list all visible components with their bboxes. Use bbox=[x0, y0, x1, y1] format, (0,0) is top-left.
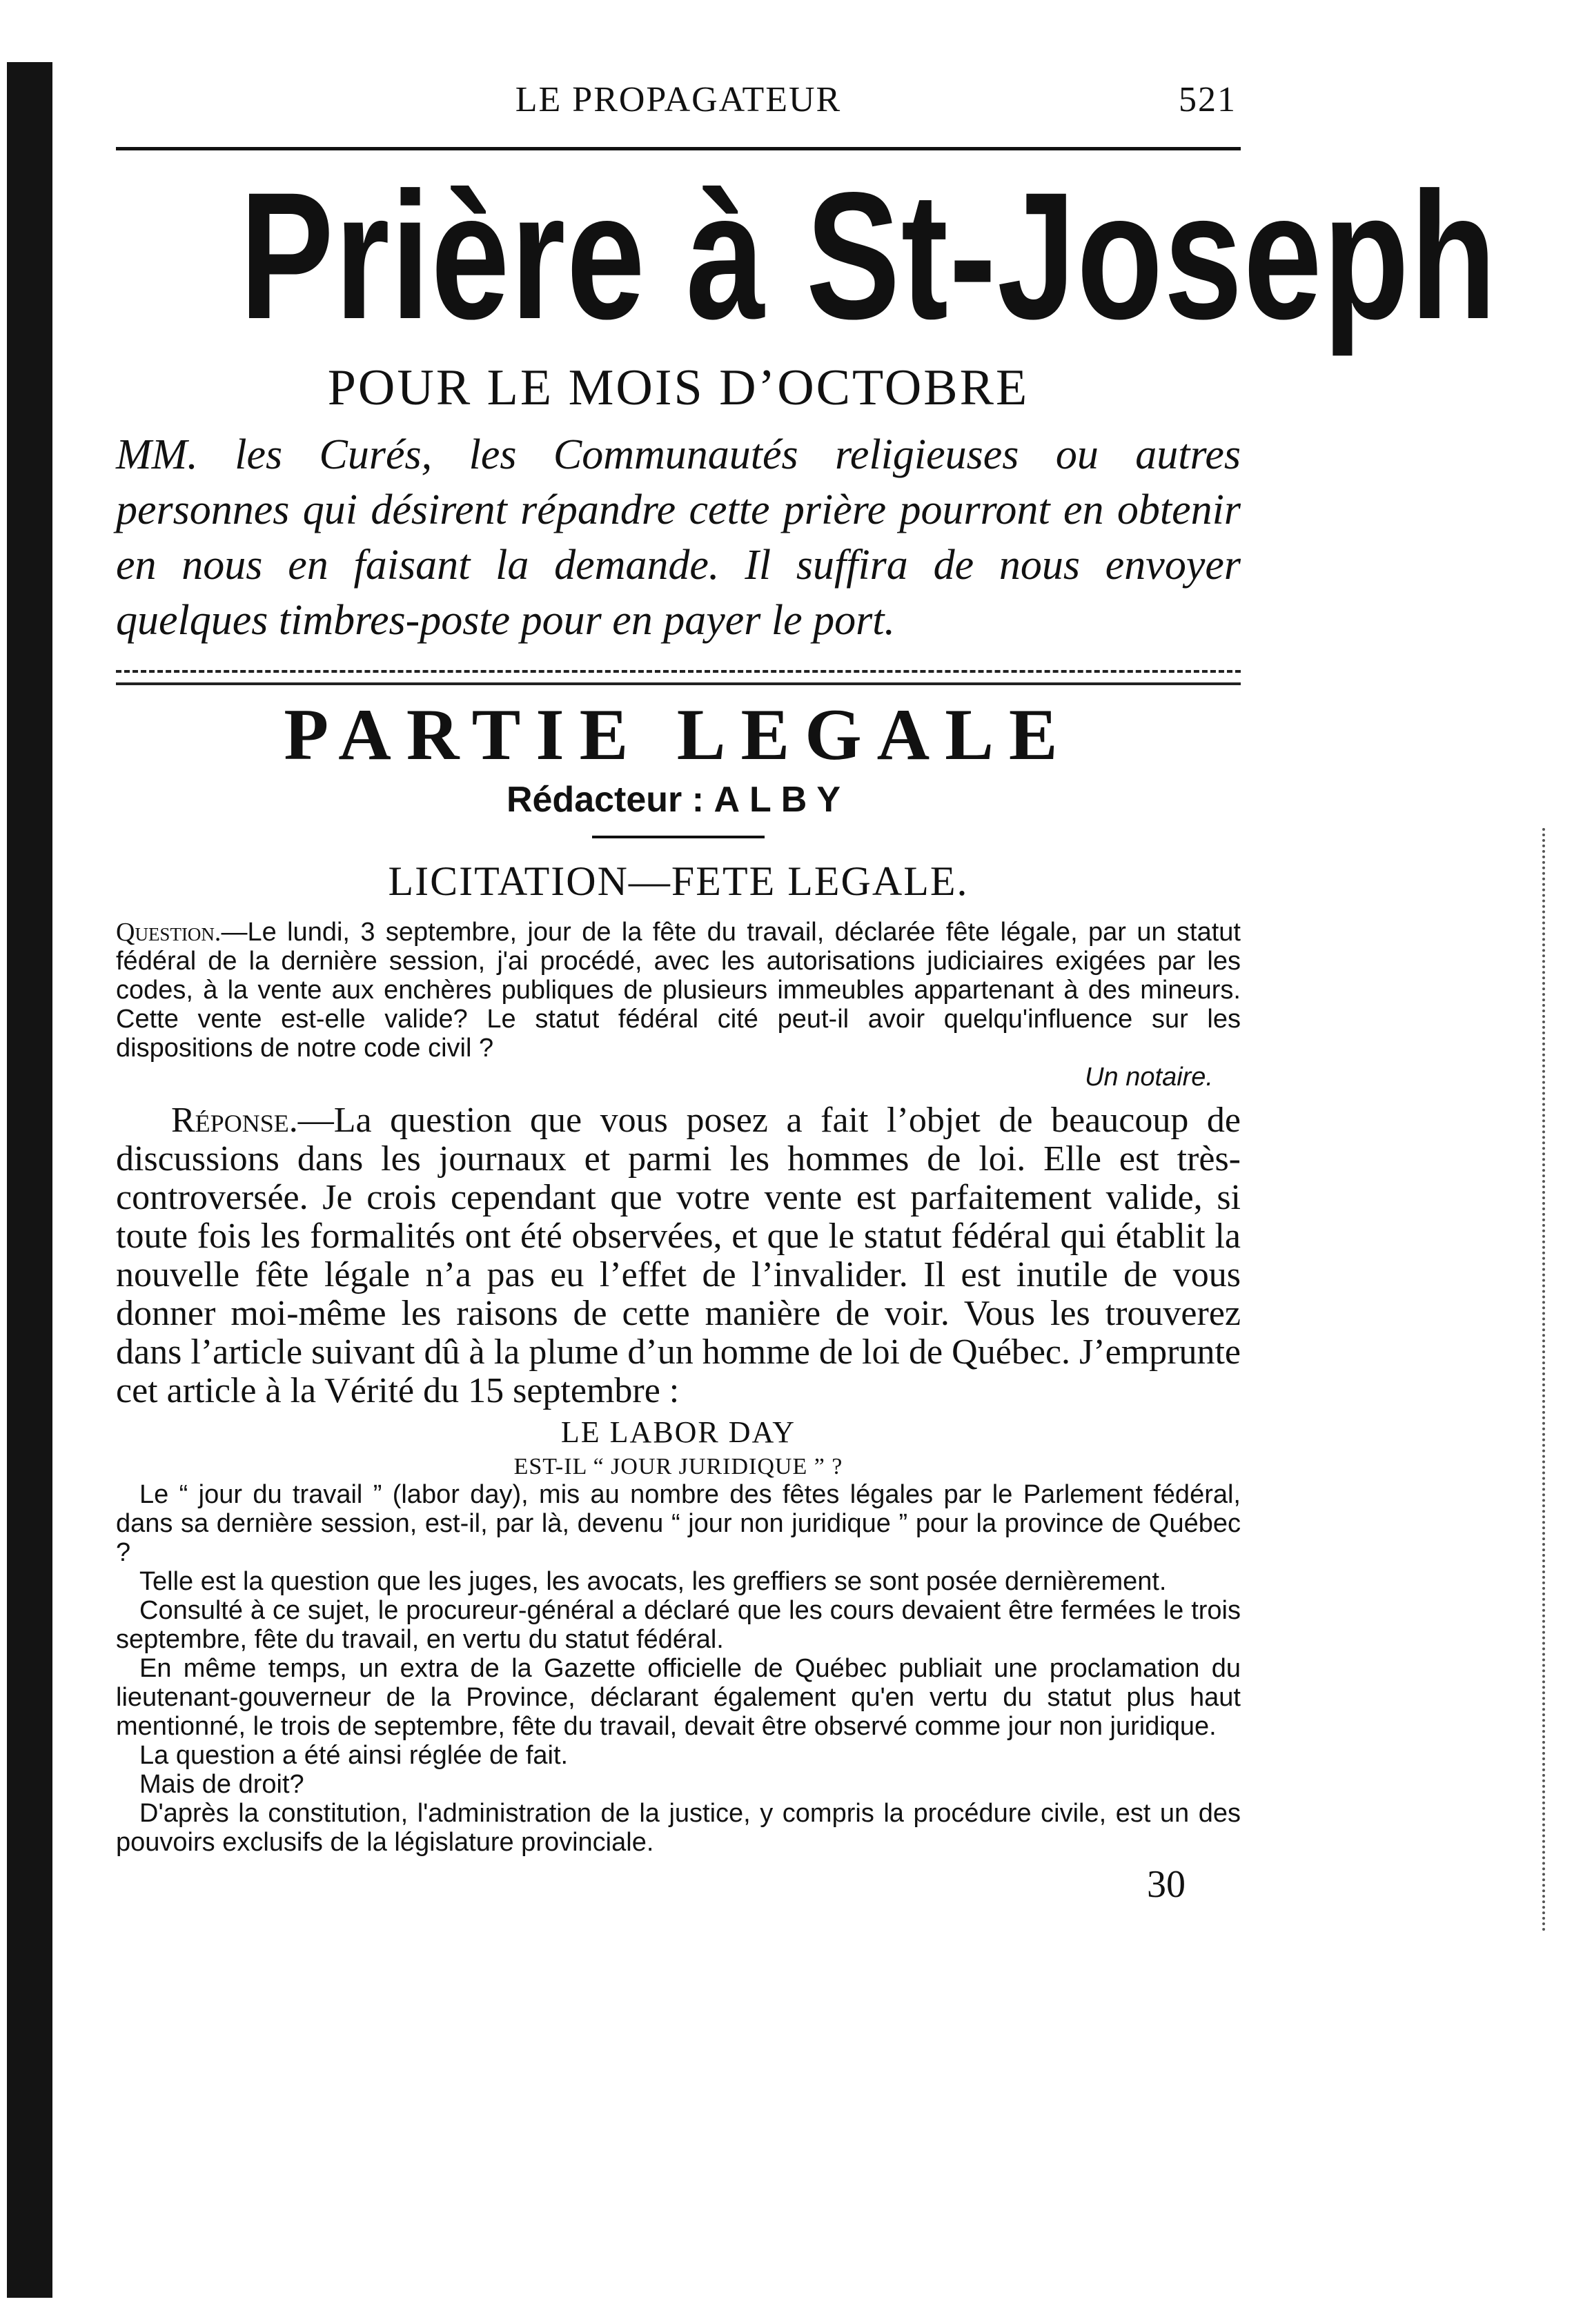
question-text: —Le lundi, 3 septembre, jour de la fête du travail, déclarée fête légale, par un statut fédéral de la dernière session, j'ai procédé, avec les autorisations judiciaires exigées par les codes, à la vente aux enchères publiques de plusieurs immeubles appartenant à des mineurs. Cette vente est-elle valide? Le statut fédéral cité peut-il avoir quelqu'influence sur les dispositions de notre code civil ? bbox=[116, 918, 1241, 1063]
quoted-article bbox=[116, 1480, 1241, 1857]
section-divider bbox=[116, 670, 1241, 685]
editor-label: Rédacteur : bbox=[506, 780, 705, 820]
document-page bbox=[116, 79, 1497, 1907]
answer-text: —La question que vous posez a fait l’objet de beaucoup de discussions dans les journaux et parmi les hommes de loi. Elle est très-controversée. Je crois cependant que votre vente est parfaitement valide, si toute fois les formalités ont été observées, et que le statut fédéral qui établit la nouvelle fête légale n’a pas eu l’effet de l’invalider. Il est inutile de vous donner moi-même les raisons de cette manière de voir. Vous les trouverez dans l’article suivant dû à la plume d’un homme de loi de Québec. J’emprunte cet article à la Vérité du 15 septembre : bbox=[116, 1101, 1241, 1410]
quoted-subtitle: EST-IL “ JOUR JURIDIQUE ” ? bbox=[513, 1454, 843, 1479]
editor-line bbox=[116, 779, 1241, 820]
signature-row bbox=[116, 1063, 1241, 1092]
page-number: 521 bbox=[1179, 80, 1237, 119]
scan-margin-specks bbox=[1542, 828, 1551, 1932]
question-lead: Question. bbox=[116, 918, 222, 947]
short-divider bbox=[592, 836, 765, 838]
quoted-paragraph: Le “ jour du travail ” (labor day), mis au nombre des fêtes légales par le Parlement fédéral, dans sa dernière session, est-il, par là, devenu “ jour non juridique ” pour la province de Québec ? bbox=[116, 1480, 1241, 1567]
header-rule bbox=[116, 147, 1241, 150]
quoted-paragraph: D'après la constitution, l'administration de la justice, y compris la procédure civile, est un des pouvoirs exclusifs de la législature provinciale. bbox=[116, 1799, 1241, 1857]
quoted-paragraph: Mais de droit? bbox=[139, 1770, 304, 1799]
article-title: LICITATION—FETE LEGALE. bbox=[388, 858, 969, 904]
prayer-subtitle: POUR LE MOIS D’OCTOBRE bbox=[327, 360, 1030, 416]
quoted-paragraph: Telle est la question que les juges, les avocats, les greffiers se sont posée dernièrement. bbox=[139, 1567, 1167, 1596]
running-header bbox=[116, 79, 1241, 135]
quoted-paragraph: En même temps, un extra de la Gazette officielle de Québec publiait une proclamation du lieutenant-gouverneur de la Province, déclarant également qu'en vertu du statut plus haut mentionné, le trois de septembre, fête du travail, devait être observé comme jour non juridique. bbox=[116, 1654, 1241, 1741]
prayer-title: Prière à St-Joseph bbox=[239, 155, 1497, 357]
quoted-paragraph: Consulté à ce sujet, le procureur-général a déclaré que les cours devaient être fermées le trois septembre, fête du travail, en vertu du statut fédéral. bbox=[116, 1596, 1241, 1654]
question-paragraph bbox=[116, 918, 1241, 1063]
prayer-notice: MM. les Curés, les Communautés religieuses ou autres personnes qui désirent répandre cette prière pourront en obtenir en nous en faisant la demande. Il suffira de nous envoyer quelques timbres-poste pour en payer le port. bbox=[116, 431, 1241, 644]
editor-name: ALBY bbox=[714, 780, 851, 820]
answer-paragraph bbox=[116, 1101, 1241, 1410]
section-title: PARTIE LEGALE bbox=[284, 694, 1073, 775]
running-title: LE PROPAGATEUR bbox=[515, 80, 842, 119]
question-signature: Un notaire. bbox=[1085, 1063, 1213, 1092]
scanned-binding-edge bbox=[7, 62, 52, 2298]
quoted-title: LE LABOR DAY bbox=[560, 1415, 796, 1449]
signature-mark: 30 bbox=[1147, 1863, 1186, 1906]
quoted-paragraph: La question a été ainsi réglée de fait. bbox=[139, 1741, 569, 1770]
answer-lead: Réponse. bbox=[171, 1101, 298, 1140]
